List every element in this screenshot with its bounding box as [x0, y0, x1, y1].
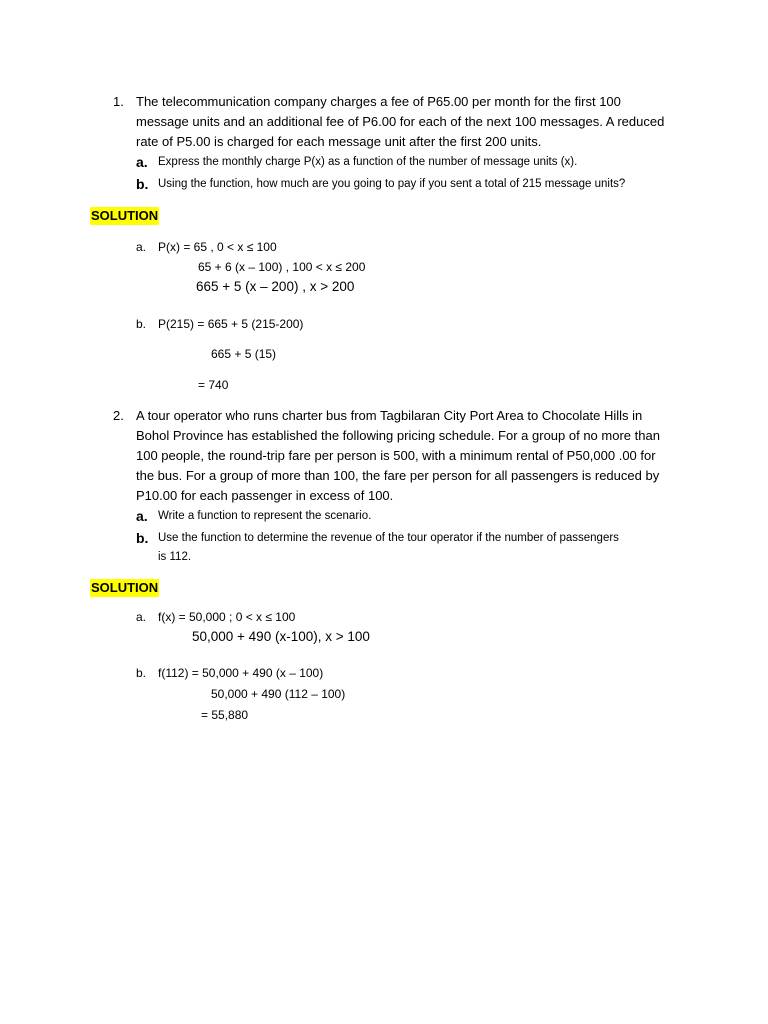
solution-2-a-line-1: f(x) = 50,000 ; 0 < x ≤ 100 — [158, 610, 296, 624]
solution-1-b-letter: b. — [136, 317, 147, 331]
problem-2-line-2: Bohol Province has established the following pricing schedule. For a group of no more than — [136, 428, 660, 443]
problem-2-line-1: A tour operator who runs charter bus from Tagbilaran City Port Area to Chocolate Hills in — [136, 408, 643, 423]
solution-2-a-line-2: 50,000 + 490 (x-100), x > 100 — [192, 629, 370, 644]
solution-2-b-letter: b. — [136, 666, 147, 680]
problem-1-line-1: The telecommunication company charges a fee of P65.00 per month for the first 100 — [136, 94, 621, 109]
solution-2-b-line-3: = 55,880 — [201, 708, 249, 722]
problem-2-line-4: the bus. For a group of more than 100, the fare per person for all passengers is reduced by — [136, 468, 660, 483]
solution-1-label: SOLUTION — [91, 208, 159, 223]
solution-1-a-line-2: 65 + 6 (x – 100) , 100 < x ≤ 200 — [198, 260, 366, 274]
problem-2-number: 2. — [113, 408, 124, 423]
problem-1-b-letter: b. — [136, 176, 149, 192]
problem-2-a-letter: a. — [136, 508, 148, 524]
problem-1-b-text: Using the function, how much are you going to pay if you sent a total of 215 message units? — [158, 178, 626, 190]
solution-2-label: SOLUTION — [91, 580, 159, 595]
problem-1-line-2: message units and an additional fee of P6.00 for each of the next 100 messages. A reduced — [136, 114, 665, 129]
solution-1-a-line-1: P(x) = 65 , 0 < x ≤ 100 — [158, 240, 277, 254]
solution-1-a-letter: a. — [136, 240, 147, 254]
solution-2-a-letter: a. — [136, 610, 147, 624]
solution-2-b-line-2: 50,000 + 490 (112 – 100) — [211, 687, 346, 701]
problem-2-b-text-1: Use the function to determine the revenue of the tour operator if the number of passengers — [158, 532, 619, 544]
problem-1-a-letter: a. — [136, 154, 148, 170]
solution-1-a-line-3: 665 + 5 (x – 200) , x > 200 — [196, 279, 355, 294]
problem-2-line-5: P10.00 for each passenger in excess of 100. — [136, 488, 394, 503]
solution-1-b-line-2: 665 + 5 (15) — [211, 347, 277, 361]
problem-2-b-letter: b. — [136, 530, 149, 546]
problem-1-a-text: Express the monthly charge P(x) as a function of the number of message units (x). — [158, 156, 578, 168]
problem-2-line-3: 100 people, the round-trip fare per person is 500, with a minimum rental of P50,000 .00 for — [136, 448, 656, 463]
problem-2-b-text-2: is 112. — [158, 551, 192, 563]
solution-2-b-line-1: f(112) = 50,000 + 490 (x – 100) — [158, 666, 324, 680]
problem-2-a-text: Write a function to represent the scenario. — [158, 510, 372, 522]
problem-1-line-3: rate of P5.00 is charged for each message unit after the first 200 units. — [136, 134, 542, 149]
solution-1-b-line-1: P(215) = 665 + 5 (215-200) — [158, 317, 304, 331]
solution-1-b-line-3: = 740 — [198, 378, 229, 392]
problem-1-number: 1. — [113, 94, 124, 109]
